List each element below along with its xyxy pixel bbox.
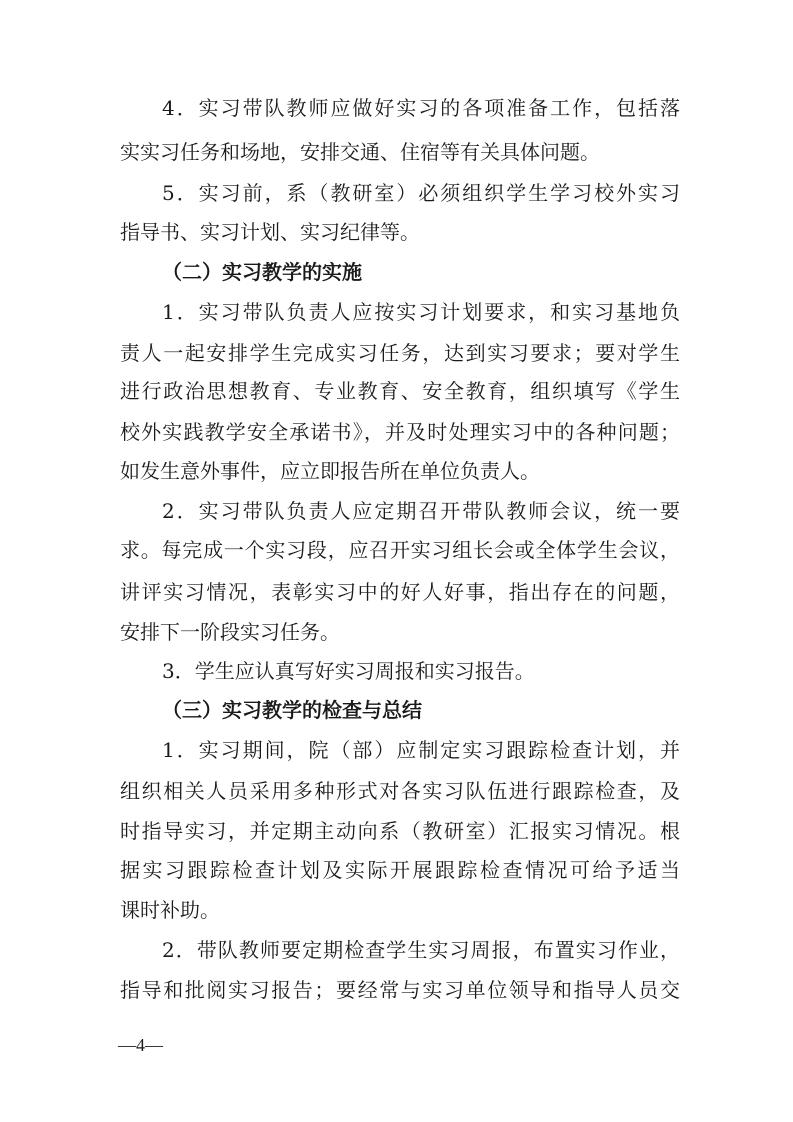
paragraph-line: 组织相关人员采用多种形式对各实习队伍进行跟踪检查，及 — [120, 779, 680, 803]
paragraph-line: 实实习任务和场地，安排交通、住宿等有关具体问题。 — [120, 140, 600, 164]
paragraph-line: 校外实践教学安全承诺书》，并及时处理实习中的各种问题； — [120, 420, 680, 444]
paragraph-line: 2．实习带队负责人应定期召开带队教师会议，统一要 — [162, 499, 680, 523]
paragraph-line: 指导和批阅实习报告；要经常与实习单位领导和指导人员交 — [120, 978, 680, 1002]
page-number: —4— — [118, 1035, 163, 1055]
paragraph-line: 4．实习带队教师应做好实习的各项准备工作，包括落 — [162, 96, 680, 120]
paragraph-line: 5．实习前，系（教研室）必须组织学生学习校外实习 — [162, 181, 680, 205]
section-heading: （三）实习教学的检查与总结 — [162, 698, 422, 722]
paragraph-line: 2．带队教师要定期检查学生实习周报，布置实习作业， — [162, 938, 680, 962]
paragraph-line: 1．实习期间，院（部）应制定实习跟踪检查计划，并 — [162, 738, 680, 762]
paragraph-line: 课时补助。 — [120, 898, 220, 922]
paragraph-line: 1．实习带队负责人应按实习计划要求，和实习基地负 — [162, 300, 680, 324]
paragraph-line: 进行政治思想教育、专业教育、安全教育，组织填写《学生 — [120, 379, 680, 403]
paragraph-line: 据实习跟踪检查计划及实际开展跟踪检查情况可给予适当 — [120, 858, 680, 882]
paragraph-line: 责人一起安排学生完成实习任务，达到实习要求；要对学生 — [120, 341, 680, 365]
paragraph-line: 如发生意外事件，应立即报告所在单位负责人。 — [120, 459, 540, 483]
paragraph-line: 指导书、实习计划、实习纪律等。 — [120, 220, 420, 244]
paragraph-line: 安排下一阶段实习任务。 — [120, 620, 340, 644]
paragraph-line: 求。每完成一个实习段，应召开实习组长会或全体学生会议， — [120, 538, 680, 562]
section-heading: （二）实习教学的实施 — [162, 260, 362, 284]
paragraph-line: 3．学生应认真写好实习周报和实习报告。 — [162, 659, 535, 683]
paragraph-line: 讲评实习情况，表彰实习中的好人好事，指出存在的问题， — [120, 580, 680, 604]
paragraph-line: 时指导实习，并定期主动向系（教研室）汇报实习情况。根 — [120, 819, 680, 843]
